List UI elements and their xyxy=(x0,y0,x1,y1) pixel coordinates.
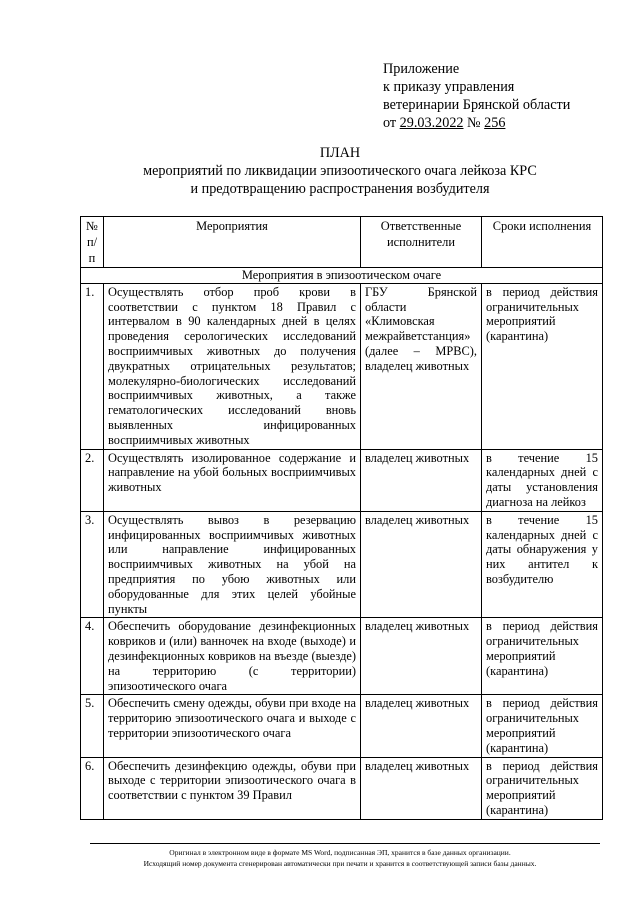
row-term: в период действия ограничительных мероприятий (карантина) xyxy=(482,618,603,695)
footer-note xyxy=(80,848,600,869)
row-num: 4. xyxy=(81,618,104,695)
row-responsible: владелец животных xyxy=(361,618,482,695)
footer-divider xyxy=(90,843,600,844)
title-line2: мероприятий по ликвидации эпизоотического очага лейкоза КРС xyxy=(143,163,537,179)
appendix-line2: к приказу управления xyxy=(383,79,515,95)
row-measure: Обеспечить смену одежды, обуви при входе на территорию эпизоотического очага и выходе с территории эпизоотического очага xyxy=(104,695,361,757)
header-num: № п/п xyxy=(81,217,104,268)
row-num: 6. xyxy=(81,757,104,819)
appendix-line1: Приложение xyxy=(383,61,460,77)
row-responsible: владелец животных xyxy=(361,757,482,819)
table-row xyxy=(81,695,603,757)
table-row xyxy=(81,757,603,819)
row-num: 5. xyxy=(81,695,104,757)
table-row xyxy=(81,283,603,449)
row-responsible: ГБУ Брянской области «Климовская межрайветстанция» (далее – МРВС), владелец животных xyxy=(361,283,482,449)
header-responsible: Ответственные исполнители xyxy=(361,217,482,268)
section-title: Мероприятия в эпизоотическом очаге xyxy=(81,268,603,284)
table-row xyxy=(81,511,603,618)
row-num: 3. xyxy=(81,511,104,618)
table-row xyxy=(81,449,603,511)
order-date: 29.03.2022 xyxy=(399,115,464,131)
header-terms: Сроки исполнения xyxy=(482,217,603,268)
row-responsible: владелец животных xyxy=(361,511,482,618)
appendix-order-ref xyxy=(383,114,570,132)
row-term: в течение 15 календарных дней с даты установления диагноза на лейкоз xyxy=(482,449,603,511)
order-number: 256 xyxy=(484,115,506,131)
row-num: 2. xyxy=(81,449,104,511)
row-term: в течение 15 календарных дней с даты обнаружения у них антител к возбудителю xyxy=(482,511,603,618)
row-measure: Обеспечить дезинфекцию одежды, обуви при выходе с территории эпизоотического очага в соответствии с пунктом 39 Правил xyxy=(104,757,361,819)
title-line3: и предотвращению распространения возбудителя xyxy=(190,181,490,197)
row-measure: Осуществлять отбор проб крови в соответствии с пунктом 18 Правил с интервалом в 90 календарных дней в целях проведения серологических исследований восприимчивых животных до получения двукратных отрицательных результатов; молекулярно-биологических исследований восприимчивых животных, а также гематологических исследований вновь выявленных инфицированных восприимчивых животных xyxy=(104,283,361,449)
footer-line1: Оригинал в электронном виде в формате MS Word, подписанная ЭП, хранится в базе данных организации. xyxy=(169,848,511,857)
row-responsible: владелец животных xyxy=(361,449,482,511)
appendix-number-label: № xyxy=(467,115,481,131)
appendix-from-label: от xyxy=(383,115,397,131)
row-responsible: владелец животных xyxy=(361,695,482,757)
row-term: в период действия ограничительных мероприятий (карантина) xyxy=(482,757,603,819)
title-line1: ПЛАН xyxy=(319,145,361,161)
row-measure: Осуществлять изолированное содержание и направление на убой больных восприимчивых животных xyxy=(104,449,361,511)
document-title xyxy=(80,144,600,198)
row-measure: Обеспечить оборудование дезинфекционных ковриков и (или) ванночек на входе (выходе) и дезинфекционных ковриков на въезде (выезде) на территорию (с территории) эпизоотического очага xyxy=(104,618,361,695)
header-measures: Мероприятия xyxy=(104,217,361,268)
appendix-block xyxy=(383,60,570,132)
row-measure: Осуществлять вывоз в резервацию инфицированных восприимчивых животных или направление инфицированных восприимчивых животных на убой на предприятия по убою животных или оборудованные для этих целей убойные пункты xyxy=(104,511,361,618)
section-row xyxy=(81,268,603,284)
table-header-row xyxy=(81,217,603,268)
row-num: 1. xyxy=(81,283,104,449)
appendix-line3: ветеринарии Брянской области xyxy=(383,97,571,113)
row-term: в период действия ограничительных мероприятий (карантина) xyxy=(482,283,603,449)
plan-table xyxy=(80,216,603,820)
row-term: в период действия ограничительных мероприятий (карантина) xyxy=(482,695,603,757)
footer-line2: Исходящий номер документа сгенерирован автоматически при печати и хранится в соответствующей записи базы данных. xyxy=(143,858,537,868)
table-row xyxy=(81,618,603,695)
